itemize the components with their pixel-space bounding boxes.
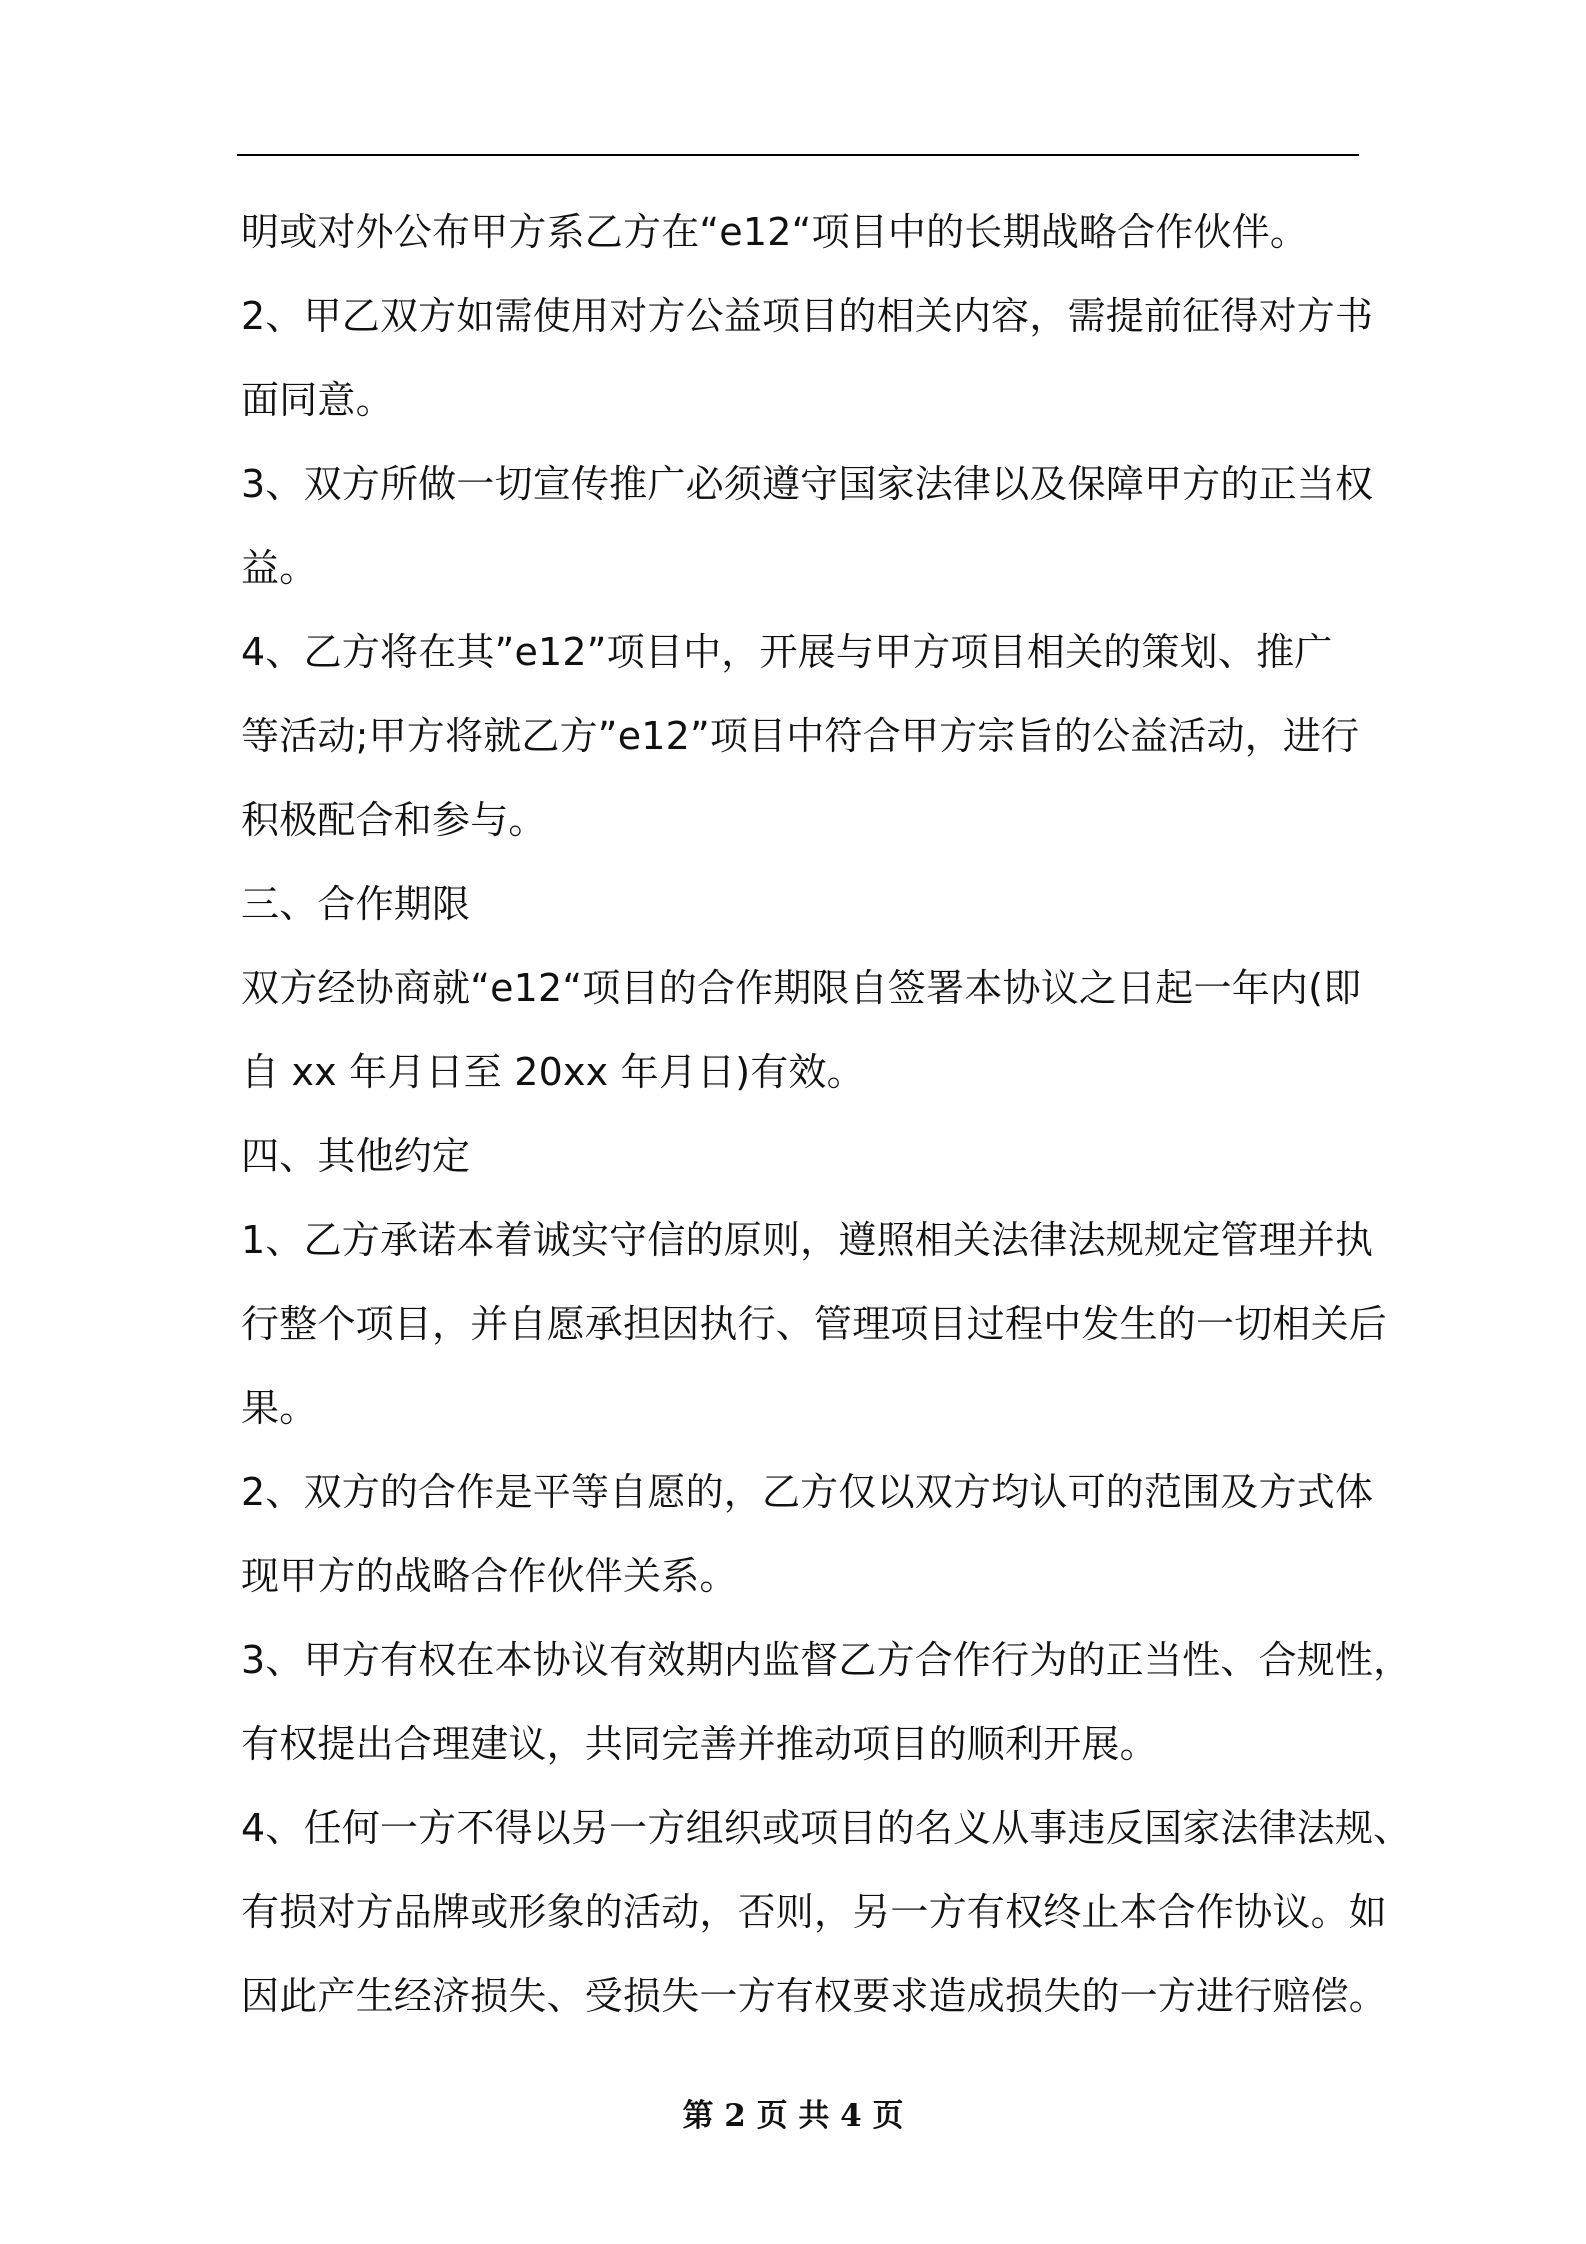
text-line: 面同意。 [241, 378, 394, 422]
text-line: 行整个项目，并自愿承担因执行、管理项目过程中发生的一切相关后 [241, 1302, 1388, 1346]
text-line: 1、乙方承诺本着诚实守信的原则，遵照相关法律法规规定管理并执 [241, 1218, 1374, 1262]
text-line: 有损对方品牌或形象的活动，否则，另一方有权终止本合作协议。如 [241, 1890, 1388, 1934]
page-number-footer: 第 2 页 共 4 页 [682, 2098, 904, 2134]
text-line: 4、任何一方不得以另一方组织或项目的名义从事违反国家法律法规、 [241, 1806, 1412, 1850]
text-line: 益。 [241, 546, 318, 590]
text-line: 4、乙方将在其”e12”项目中，开展与甲方项目相关的策划、推广 [241, 630, 1333, 674]
text-line: 因此产生经济损失、受损失一方有权要求造成损失的一方进行赔偿。 [241, 1974, 1388, 2018]
text-line: 自 xx 年月日至 20xx 年月日)有效。 [241, 1050, 865, 1094]
text-line: 积极配合和参与。 [241, 798, 547, 842]
text-line: 有权提出合理建议，共同完善并推动项目的顺利开展。 [241, 1722, 1158, 1766]
text-line: 明或对外公布甲方系乙方在“e12“项目中的长期战略合作伙伴。 [241, 210, 1309, 254]
text-line: 双方经协商就“e12“项目的合作期限自签署本协议之日起一年内(即 [241, 966, 1362, 1010]
text-line: 2、双方的合作是平等自愿的，乙方仅以双方均认可的范围及方式体 [241, 1470, 1374, 1514]
section-heading: 四、其他约定 [241, 1134, 471, 1178]
header-rule [237, 154, 1359, 156]
text-line: 现甲方的战略合作伙伴关系。 [241, 1554, 738, 1598]
text-line: 等活动;甲方将就乙方”e12”项目中符合甲方宗旨的公益活动，进行 [241, 714, 1360, 758]
section-heading: 三、合作期限 [241, 882, 471, 926]
text-line: 果。 [241, 1386, 318, 1430]
text-line: 3、双方所做一切宣传推广必须遵守国家法律以及保障甲方的正当权 [241, 462, 1374, 506]
document-body [241, 190, 1412, 2038]
text-line: 3、甲方有权在本协议有效期内监督乙方合作行为的正当性、合规性， [241, 1638, 1412, 1682]
text-line: 2、甲乙双方如需使用对方公益项目的相关内容，需提前征得对方书 [241, 294, 1374, 338]
